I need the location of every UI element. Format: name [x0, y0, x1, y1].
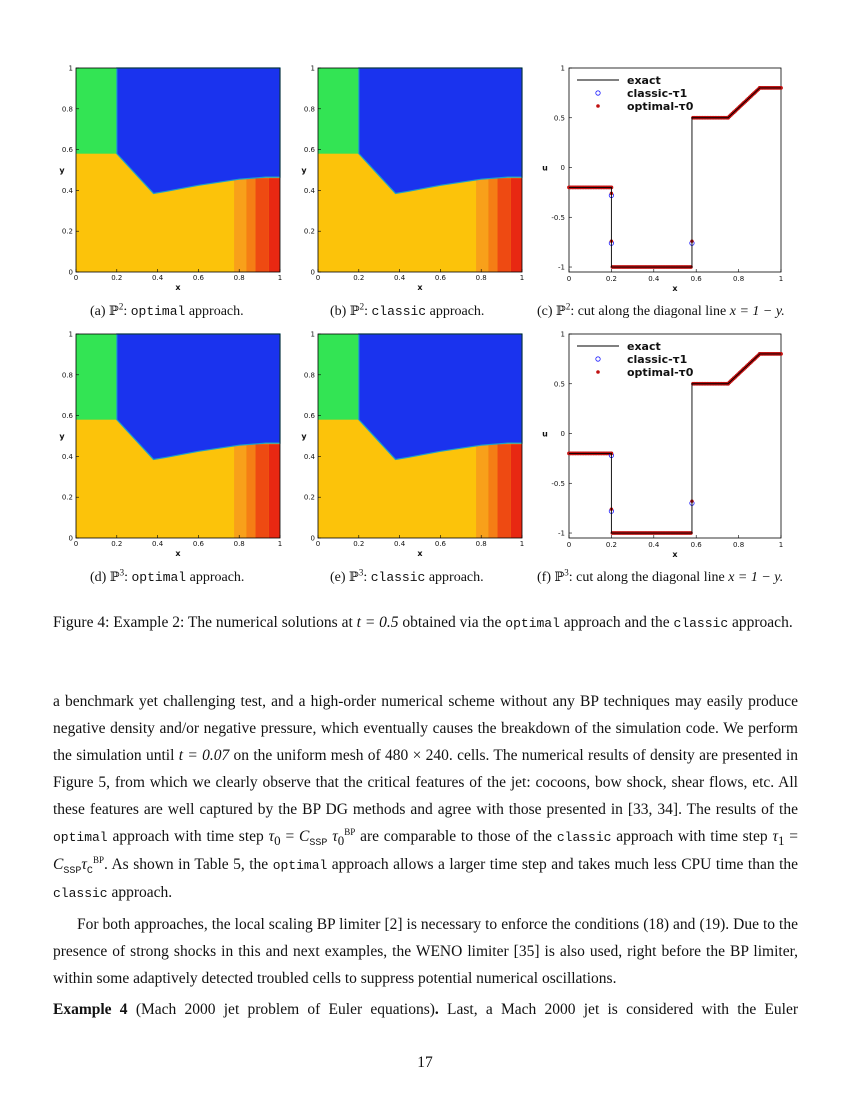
region-blue [359, 334, 522, 459]
subcaption-b: (b) ℙ$^2$: classic approach. [330, 301, 485, 319]
mode-name: classic [370, 570, 426, 585]
region-green [318, 68, 359, 154]
region-band-2 [488, 444, 497, 538]
subcaption-eq: x = 1 − y. [729, 304, 785, 319]
text-run: approach with time step [616, 828, 768, 845]
subcaption-tail: cut along the diagonal line [577, 304, 727, 319]
x-axis-label: x [672, 550, 678, 559]
y-tick-label: 0.6 [61, 146, 73, 155]
y-tick-label: 1 [68, 330, 73, 339]
y-axis-label: y [59, 432, 65, 441]
inline-eq: 480 × 240 [385, 747, 449, 764]
paragraph-3: Example 4 (Mach 2000 jet problem of Euler equations). Last, a Mach 2000 jet is considered with the Euler [53, 1001, 799, 1018]
x-tick-label: 0.6 [434, 540, 446, 548]
degree: 2 [565, 301, 571, 312]
region-band-3 [498, 444, 511, 538]
x-tick-label: 1 [778, 541, 784, 549]
plot-area [301, 331, 524, 559]
region-band-3 [256, 178, 269, 272]
subcaption-a: (a) ℙ$^2$: optimal approach. [90, 301, 244, 319]
x-axis-label: x [417, 549, 423, 558]
y-tick-label: 0.4 [303, 186, 315, 195]
y-tick-label: 0 [68, 268, 73, 277]
subcaption-label: (a) [90, 304, 106, 319]
degree: 2 [359, 301, 365, 312]
caption-text: approach and the [563, 614, 670, 631]
panel-b [294, 62, 534, 292]
x-axis-label: x [175, 283, 181, 292]
y-tick-label: 0.6 [303, 412, 315, 421]
y-tick-label: 0 [560, 164, 565, 173]
line-plot-c [536, 62, 796, 292]
y-tick-label: 1 [68, 64, 73, 73]
x-tick-label: 1 [519, 540, 525, 548]
y-tick-label: 0.5 [553, 114, 565, 123]
x-tick-label: 0.4 [648, 275, 660, 283]
region-blue [117, 334, 280, 459]
subcaption-d: (d) ℙ$^3$: optimal approach. [90, 567, 245, 585]
y-tick-label: 0.2 [303, 493, 315, 502]
contour-plot-d [52, 328, 292, 558]
subcaption-label: (f) [537, 570, 551, 585]
y-axis-label: y [301, 166, 307, 175]
tau1-formula: $\tau_1 = C_{SSP}\tau_C^{BP}$ [53, 828, 799, 878]
panel-c [536, 62, 796, 292]
text-run: Last, a Mach 2000 jet is considered with the Euler [447, 1001, 799, 1018]
text-run: cells. The numerical results of density are presented in Figure 5, from which we clearly observe that the critical features of the jet: cocoons, bow shock, shear flows, etc. All these features are well captured by the BP DG methods and agree with those presented in [33, 34]. The results of the [53, 747, 799, 818]
legend-label-exact: exact [627, 340, 661, 353]
y-axis-label: y [301, 432, 307, 441]
degree: 3 [119, 567, 125, 578]
subcaption-tail: approach. [428, 570, 484, 585]
x-tick-label: 0.6 [690, 541, 702, 549]
degree: 3 [358, 567, 364, 578]
region-band-2 [246, 178, 255, 272]
panel-d [52, 328, 292, 558]
x-tick-label: 1 [277, 540, 283, 548]
legend-marker-optimal [596, 104, 600, 108]
mode-name: classic [371, 304, 427, 319]
x-tick-label: 0.4 [152, 274, 164, 282]
y-tick-label: 0 [310, 268, 315, 277]
x-axis-label: x [175, 549, 181, 558]
y-axis-label: u [542, 429, 548, 439]
legend-label-optimal: optimal-τ0 [627, 366, 694, 379]
region-blue [117, 68, 280, 193]
region-band-3 [256, 444, 269, 538]
y-tick-label: 0 [68, 534, 73, 543]
legend-label-classic: classic-τ1 [627, 87, 688, 100]
subcaption-eq: x = 1 − y. [728, 570, 784, 585]
subcaption-label: (c) [537, 304, 553, 319]
legend-marker-optimal [596, 370, 600, 374]
example-title: (Mach 2000 jet problem of Euler equations) [135, 1001, 435, 1018]
x-tick-label: 0.4 [648, 541, 660, 549]
paragraph-2: For both approaches, the local scaling BP limiter [2] is necessary to enforce the conditions (18) and (19). Due to the presence of strong shocks in this and next examples, the WENO limiter [35] is also used, right before the BP limiter, within some adaptively detected troubled cells to suppress potential numerical oscillations. [53, 916, 798, 987]
y-axis-label: u [542, 163, 548, 173]
x-tick-label: 0 [315, 274, 321, 282]
x-tick-label: 0 [73, 274, 79, 282]
mode-name: classic [556, 830, 612, 845]
x-tick-label: 1 [778, 275, 784, 283]
x-axis-label: x [417, 283, 423, 292]
panel-e [294, 328, 534, 558]
x-tick-label: 0.4 [152, 540, 164, 548]
y-tick-label: 0.8 [303, 371, 315, 380]
x-tick-label: 0.8 [233, 274, 245, 282]
panel-f [536, 328, 796, 558]
degree: 3 [564, 567, 569, 578]
plot-area [542, 65, 783, 294]
y-axis-label: y [59, 166, 65, 175]
contour-plot-e [294, 328, 534, 558]
y-tick-label: -0.5 [551, 213, 565, 222]
example-label: Example 4 [53, 1001, 128, 1018]
region-green [318, 334, 359, 420]
y-tick-label: 0.4 [61, 186, 73, 195]
x-tick-label: 1 [277, 274, 283, 282]
subcaption-tail: cut along the diagonal line [576, 570, 725, 585]
subcaption-label: (d) [90, 570, 107, 585]
y-tick-label: 0.5 [553, 380, 565, 389]
region-band-1 [234, 444, 246, 538]
caption-text: Example 2: The numerical solutions at [113, 614, 353, 631]
region-band-1 [476, 444, 488, 538]
plot-area [59, 331, 282, 559]
plot-area [542, 331, 783, 560]
subcaption-f: (f) ℙ$^3$: cut along the diagonal line x = 1 − y. [537, 567, 784, 585]
bb-p: ℙ [556, 304, 566, 319]
x-tick-label: 0 [315, 540, 321, 548]
region-band-4 [511, 178, 522, 272]
x-tick-label: 0.6 [434, 274, 446, 282]
bb-p: ℙ [349, 304, 360, 319]
legend-label-exact: exact [627, 74, 661, 87]
contour-plot-a [52, 62, 292, 292]
mode-name: optimal [272, 858, 328, 873]
mode-name: optimal [130, 304, 186, 319]
line-plot-f [536, 328, 796, 558]
x-tick-label: 0 [566, 275, 572, 283]
text-run: . As shown in Table 5, the [103, 856, 269, 873]
region-band-2 [246, 444, 255, 538]
y-tick-label: 1 [560, 330, 565, 339]
y-tick-label: -1 [558, 263, 565, 272]
x-tick-label: 0.2 [111, 274, 123, 282]
y-tick-label: 1 [560, 64, 565, 73]
region-band-1 [234, 178, 246, 272]
paragraph-1: a benchmark yet challenging test, and a high-order numerical scheme without any BP techniques may easily produce negative density and/or negative pressure, which eventually causes the breakdown of the simulation code. We perform the simulation until t = 0.07 on the uniform mesh of 480 × 240. cells. The numerical results of density are presented in Figure 5, from which we clearly observe that the critical features of the jet: cocoons, bow shock, shear flows, etc. All these features are well captured by the BP DG methods and agree with those presented in [33, 34]. The results of the optimal approach with time step $\tau_0 = C_{SSP}$ $\tau_0^{BP}$ are comparable to those of the classic approach with time step $\tau_1 = C_{SSP}\tau_C^{BP}$. As shown in Table 5, the optimal approach allows a larger time step and takes much less CPU time than the classic approach. [53, 693, 799, 901]
panel-a [52, 62, 292, 292]
plot-area [301, 65, 524, 293]
legend-label-optimal: optimal-τ0 [627, 100, 694, 113]
y-tick-label: 0.4 [61, 452, 73, 461]
degree: 2 [118, 301, 124, 312]
tau0-formula: $\tau_0 = C_{SSP}$ $\tau_0^{BP}$ [268, 826, 356, 850]
y-tick-label: 0.8 [61, 105, 73, 114]
subcaption-label: (e) [330, 570, 346, 585]
legend-label-classic: classic-τ1 [627, 353, 688, 366]
y-tick-label: 0 [310, 534, 315, 543]
region-green [76, 68, 117, 154]
plot-area [59, 65, 282, 293]
y-tick-label: 0.2 [303, 227, 315, 236]
x-tick-label: 0.2 [353, 274, 365, 282]
region-band-4 [269, 178, 280, 272]
region-band-4 [269, 444, 280, 538]
x-tick-label: 1 [519, 274, 525, 282]
x-tick-label: 0.6 [192, 274, 204, 282]
caption-text: obtained via the [402, 614, 502, 631]
x-axis-label: x [672, 284, 678, 293]
x-tick-label: 0 [73, 540, 79, 548]
text-run: approach allows a larger time step and takes much less CPU time than the [331, 856, 798, 873]
figure-label: Figure 4: [53, 614, 110, 631]
y-tick-label: 0.2 [61, 493, 73, 502]
x-tick-label: 0.8 [475, 274, 487, 282]
y-tick-label: -1 [558, 529, 565, 538]
y-tick-label: 0.6 [303, 146, 315, 155]
caption-mode: optimal [505, 616, 560, 631]
x-tick-label: 0.8 [233, 540, 245, 548]
y-tick-label: 0.4 [303, 452, 315, 461]
text-run: approach. [111, 884, 173, 901]
region-band-3 [498, 178, 511, 272]
region-band-4 [511, 444, 522, 538]
x-tick-label: 0.8 [475, 540, 487, 548]
x-tick-label: 0.6 [192, 540, 204, 548]
body-text [53, 688, 798, 1023]
region-green [76, 334, 117, 420]
x-tick-label: 0.2 [605, 275, 617, 283]
bb-p: ℙ [109, 304, 119, 319]
x-tick-label: 0.2 [111, 540, 123, 548]
inline-eq: t = 0.07 [178, 747, 230, 764]
x-tick-label: 0.8 [733, 275, 745, 283]
subcaption-label: (b) [330, 304, 347, 319]
subcaption-tail: approach. [429, 304, 485, 319]
y-tick-label: 0.6 [61, 412, 73, 421]
x-tick-label: 0.4 [394, 274, 406, 282]
y-tick-label: 0.8 [303, 105, 315, 114]
mode-name: optimal [131, 570, 187, 585]
caption-mode: classic [673, 616, 729, 631]
y-tick-label: 0 [560, 430, 565, 439]
bb-p: ℙ [554, 570, 565, 585]
text-run: on the uniform mesh of [233, 747, 381, 764]
text-run: approach with time step [112, 828, 264, 845]
text-run: a benchmark yet challenging test, and a high-order numerical scheme without any BP techniques may easily produce negative density and/or negative pressure, which eventually causes the breakdown of the simulation code. We perform the simulation until [53, 693, 798, 764]
caption-text: approach. [732, 614, 793, 631]
x-tick-label: 0 [566, 541, 572, 549]
subcaption-tail: approach. [188, 304, 244, 319]
y-tick-label: 1 [310, 330, 315, 339]
subcaption-tail: approach. [189, 570, 245, 585]
y-tick-label: -0.5 [551, 479, 565, 488]
x-tick-label: 0.8 [733, 541, 745, 549]
x-tick-label: 0.6 [690, 275, 702, 283]
page-number: 17 [417, 1054, 433, 1071]
x-tick-label: 0.4 [394, 540, 406, 548]
contour-plot-b [294, 62, 534, 292]
text-run: are comparable to those of the [360, 828, 553, 845]
y-tick-label: 0.8 [61, 371, 73, 380]
y-tick-label: 0.2 [61, 227, 73, 236]
mode-name: optimal [53, 830, 108, 845]
y-tick-label: 1 [310, 64, 315, 73]
bb-p: ℙ [109, 570, 120, 585]
region-blue [359, 68, 522, 193]
bb-p: ℙ [349, 570, 359, 585]
x-tick-label: 0.2 [353, 540, 365, 548]
region-band-1 [476, 178, 488, 272]
x-tick-label: 0.2 [605, 541, 617, 549]
figure-caption [53, 609, 798, 637]
mode-name: classic [53, 886, 108, 901]
caption-eq: t = 0.5 [356, 614, 399, 631]
subcaption-e: (e) ℙ$^3$: classic approach. [330, 567, 484, 585]
region-band-2 [488, 178, 497, 272]
subcaption-c: (c) ℙ$^2$: cut along the diagonal line x = 1 − y. [537, 301, 785, 319]
